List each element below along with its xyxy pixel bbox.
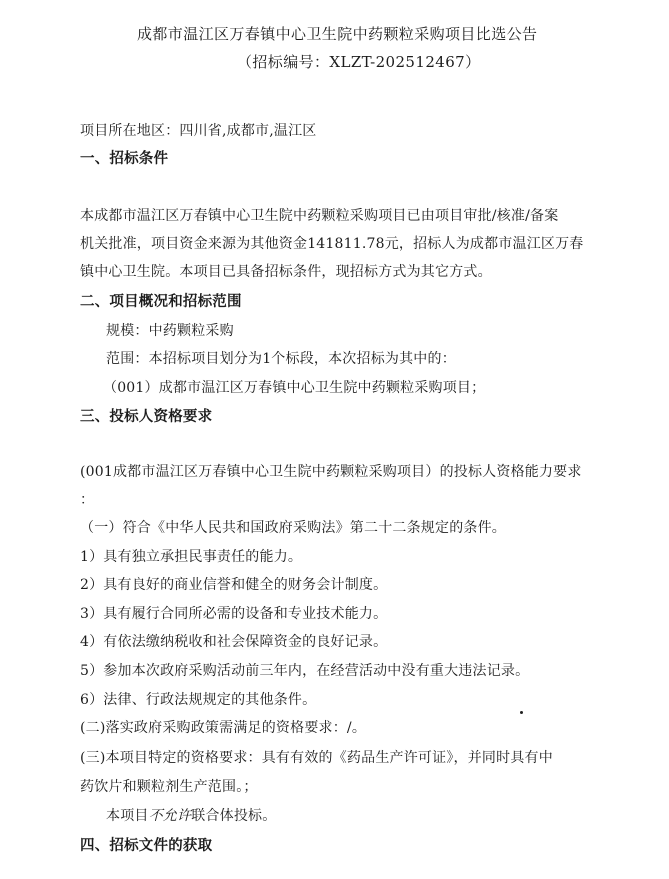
qualification-item-5: 5）参加本次政府采购活动前三年内，在经营活动中没有重大违法记录。 [80, 663, 530, 679]
lot-item: （001）成都市温江区万春镇中心卫生院中药颗粒采购项目； [103, 380, 486, 396]
consortium-suffix: 联合体投标。 [191, 808, 277, 824]
tender-code: （招标编号：XLZT-202512467） [237, 53, 481, 71]
scan-speck [520, 711, 523, 714]
qualification-intro-line-1: (001成都市温江区万春镇中心卫生院中药颗粒采购项目）的投标人资格能力要求 [80, 464, 582, 480]
project-scale: 规模：中药颗粒采购 [106, 323, 234, 339]
consortium-not-allowed: 不允许 [148, 808, 192, 824]
section-heading-4: 四、招标文件的获取 [80, 837, 213, 854]
section1-paragraph-line-1: 本成都市温江区万春镇中心卫生院中药颗粒采购项目已由项目审批/核准/备案 [80, 208, 559, 224]
project-region: 项目所在地区：四川省,成都市,温江区 [80, 123, 317, 139]
policy-requirement: (二)落实政府采购政策需满足的资格要求：/。 [80, 720, 367, 736]
consortium-prefix: 本项目 [106, 808, 149, 824]
qualification-item-6: 6）法律、行政法规规定的其他条件。 [80, 692, 317, 708]
document-title: 成都市温江区万春镇中心卫生院中药颗粒采购项目比选公告 [137, 25, 538, 43]
special-requirement-line-1: (三)本项目特定的资格要求：具有有效的《药品生产许可证》，并同时具有中 [80, 750, 553, 766]
qualification-item-2: 2）具有良好的商业信誉和健全的财务会计制度。 [80, 577, 388, 593]
consortium-statement [106, 806, 276, 826]
section-heading-2: 二、项目概况和招标范围 [80, 293, 242, 310]
section-heading-3: 三、投标人资格要求 [80, 408, 213, 425]
qualification-item-1: 1）具有独立承担民事责任的能力。 [80, 549, 303, 565]
qualification-item-4: 4）有依法缴纳税收和社会保障资金的良好记录。 [80, 634, 388, 650]
qualification-intro-line-2: ： [80, 492, 95, 508]
qualification-item-3: 3）具有履行合同所必需的设备和专业技术能力。 [80, 606, 388, 622]
section1-paragraph-line-2: 机关批准，项目资金来源为其他资金141811.78元，招标人为成都市温江区万春 [80, 236, 584, 252]
special-requirement-line-2: 药饮片和颗粒剂生产范围。； [80, 779, 258, 795]
section-heading-1: 一、招标条件 [80, 150, 169, 167]
project-scope: 范围：本招标项目划分为1个标段，本次招标为其中的： [106, 351, 456, 367]
section1-paragraph-line-3: 镇中心卫生院。本项目已具备招标条件，现招标方式为其它方式。 [80, 264, 492, 280]
procurement-law-requirement: （一）符合《中华人民共和国政府采购法》第二十二条规定的条件。 [80, 520, 506, 536]
